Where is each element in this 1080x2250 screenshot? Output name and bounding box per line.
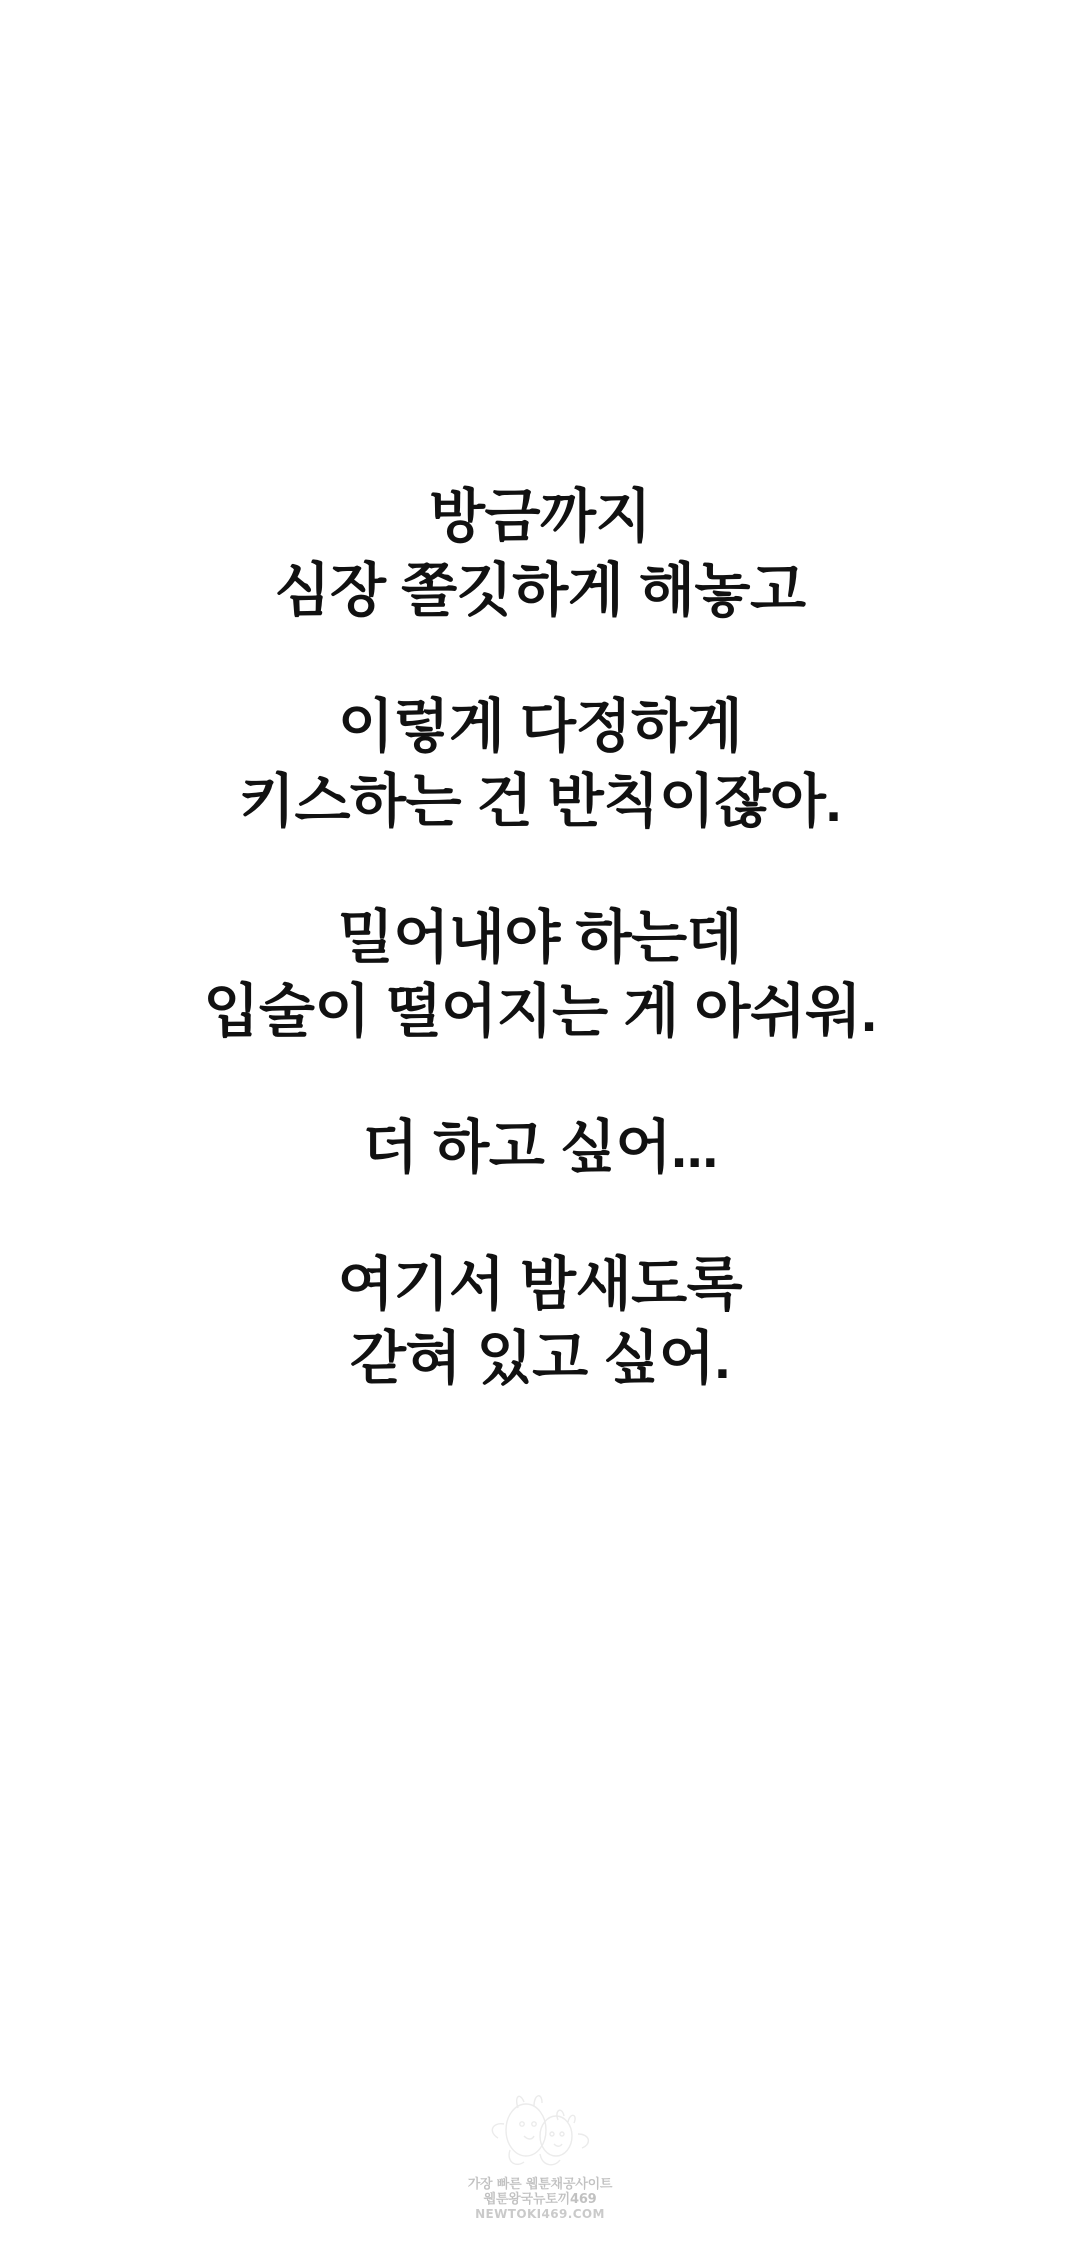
stanza	[0, 1111, 1080, 1185]
stanza	[0, 480, 1080, 628]
text-line: 방금까지	[428, 484, 652, 549]
dialogue-text-block	[0, 480, 1080, 1396]
text-line: 여기서 밤새도록	[337, 1251, 743, 1317]
text-line: 이렇게 다정하게	[337, 694, 743, 760]
stanza	[0, 1248, 1080, 1396]
text-line: 입술이 떨어지는 게 아쉬워.	[203, 979, 877, 1045]
text-line: 더 하고 싶어...	[362, 1115, 718, 1181]
text-line: 갇혀 있고 싶어.	[349, 1325, 730, 1391]
text-line: 심장 쫄깃하게 해놓고	[274, 558, 806, 624]
stanza	[0, 901, 1080, 1049]
rabbit-crest-icon	[480, 2090, 600, 2176]
stanza	[0, 690, 1080, 838]
watermark-line-3: NEWTOKI469.COM	[475, 2207, 605, 2222]
watermark-line-2: 웹툰왕국뉴토끼469	[483, 2192, 597, 2208]
site-watermark	[445, 2090, 635, 2222]
text-line: 밀어내야 하는데	[337, 904, 743, 970]
text-line: 키스하는 건 반칙이잖아.	[238, 768, 842, 834]
watermark-line-1: 가장 빠른 웹툰채공사이트	[467, 2177, 613, 2193]
